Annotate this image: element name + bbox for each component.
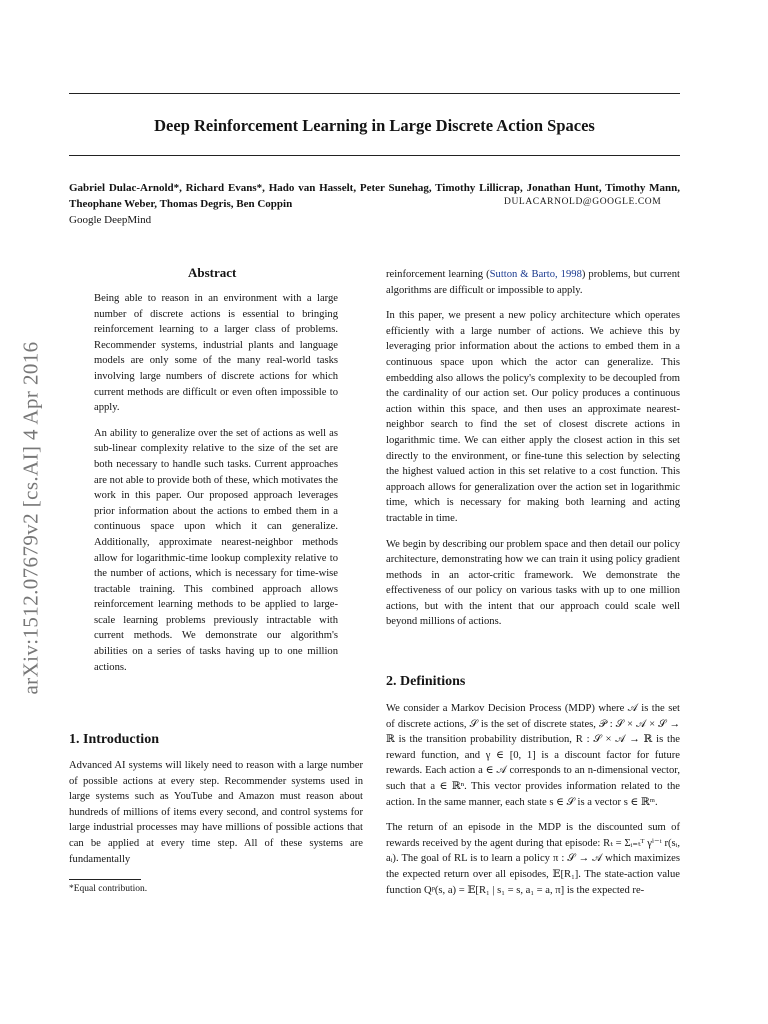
paper-title: Deep Reinforcement Learning in Large Discrete Action Spaces xyxy=(154,116,595,135)
intro-paragraph-1: Advanced AI systems will likely need to reason with a large number of possible actions at every step. Recommender systems used in large systems such as YouTube and Amazon must reason about hundreds of millions of items every second, and control systems for large industrial processes may have millions of possible actions that can be applied at every time step. All of these systems are fundamentally xyxy=(69,760,363,865)
intro-continuation-end: ) problems, but current algorithms are difficult or impossible to apply. xyxy=(386,269,680,296)
right-column-intro xyxy=(386,267,680,640)
intro-paragraph-2: In this paper, we present a new policy architecture which operates efficiently with a large number of actions. We achieve this by leveraging prior information about the actions to embed them in a continuous space upon which the actor can generalize. This embedding also allows the policy's complexity to be decoupled from the cardinality of our action set. Our policy produces a continuous action within this space, and then uses an approximate nearest-neighbor search to find the set of closest discrete actions in logarithmic time. We can either apply the closest action in this set directly to the environment, or fine-tune this selection by selecting the highest valued action in this set relative to a cost function. This approach allows for generalization over the action set in logarithmic time, which is necessary for making both learning and acting tractable in time. xyxy=(386,310,680,524)
top-rule xyxy=(69,93,680,94)
citation-link[interactable]: Sutton & Barto, 1998 xyxy=(489,269,582,280)
definitions-paragraph-1: We consider a Markov Decision Process (MDP) where 𝒜 is the set of discrete actions, 𝒮 is the set of discrete states, 𝒫 : 𝒮 × 𝒜 × 𝒮 → ℝ is the transition probability distribution, R : 𝒮 × 𝒜 → ℝ is the reward function, and γ ∈ [0, 1] is a discount factor for future rewards. Each action a ∈ 𝒜 corresponds to an n-dimensional vector, such that a ∈ ℝⁿ. This vector provides information related to the action. In the same manner, each state s ∈ 𝒮 is a vector s ∈ ℝᵐ. xyxy=(386,703,680,808)
abstract-body xyxy=(94,291,338,685)
author-email: DULACARNOLD@GOOGLE.COM xyxy=(504,197,662,207)
arxiv-identifier: arXiv:1512.07679v2 [cs.AI] 4 Apr 2016 xyxy=(18,341,43,695)
affiliation: Google DeepMind xyxy=(69,214,152,226)
intro-continuation-start: reinforcement learning ( xyxy=(386,269,490,280)
abstract-paragraph-2: An ability to generalize over the set of actions as well as sub-linear complexity relative to the size of the set are both necessary to handle such tasks. Current approaches are not able to provide both of these, which motivates the work in this paper. Our proposed approach leverages prior information about the actions to embed them in a continuous space upon which it can generalize. Additionally, approximate nearest-neighbor methods allow for logarithmic-time lookup complexity relative to the number of actions, which is necessary for time-wise tractable training. This combined approach allows reinforcement learning methods to be applied to large-scale learning problems previously intractable with current methods. We demonstrate our algorithm's abilities on a series of tasks having up to one million actions. xyxy=(94,427,338,673)
intro-heading: 1. Introduction xyxy=(69,732,159,747)
footnote: *Equal contribution. xyxy=(69,884,148,894)
intro-body xyxy=(69,758,363,877)
definitions-body xyxy=(386,701,680,908)
author-list: Gabriel Dulac-Arnold*, Richard Evans*, Hado van Hasselt, Peter Sunehag, Timothy Lillicrap, Jonathan Hunt, Timothy Mann, Theophane Weber, Thomas Degris, Ben Coppin xyxy=(69,182,680,210)
abstract-paragraph-1: Being able to reason in an environment with a large number of discrete actions is essential to bringing reinforcement learning to a larger class of problems. Recommender systems, industrial plants and language models are only some of the many real-world tasks involving large numbers of discrete actions for which current methods are difficult or even often impossible to apply. xyxy=(94,293,338,414)
intro-paragraph-3: We begin by describing our problem space and then detail our policy architecture, demonstrating how we can train it using policy gradient methods in an actor-critic framework. We demonstrate the effectiveness of our policy on various tasks with up to one million actions, but with the intent that our approach could scale well beyond millions of actions. xyxy=(386,538,680,628)
intro-continuation xyxy=(386,267,680,298)
definitions-heading: 2. Definitions xyxy=(386,674,466,689)
abstract-heading: Abstract xyxy=(188,265,237,280)
title-rule xyxy=(69,155,680,156)
footnote-rule xyxy=(69,879,141,880)
definitions-paragraph-2: The return of an episode in the MDP is the discounted sum of rewards received by the agent during that episode: Rₜ = Σᵢ₌ₜᵀ γⁱ⁻ᵗ r(sᵢ, aᵢ). The goal of RL is to learn a policy π : 𝒮 → 𝒜 which maximizes the expected return over all episodes, 𝔼[R₁]. The state-action value function Qᵖ(s, a) = 𝔼[R₁ | s₁ = s, a₁ = a, π] is the expected re- xyxy=(386,822,680,896)
arxiv-sidebar xyxy=(16,298,46,738)
